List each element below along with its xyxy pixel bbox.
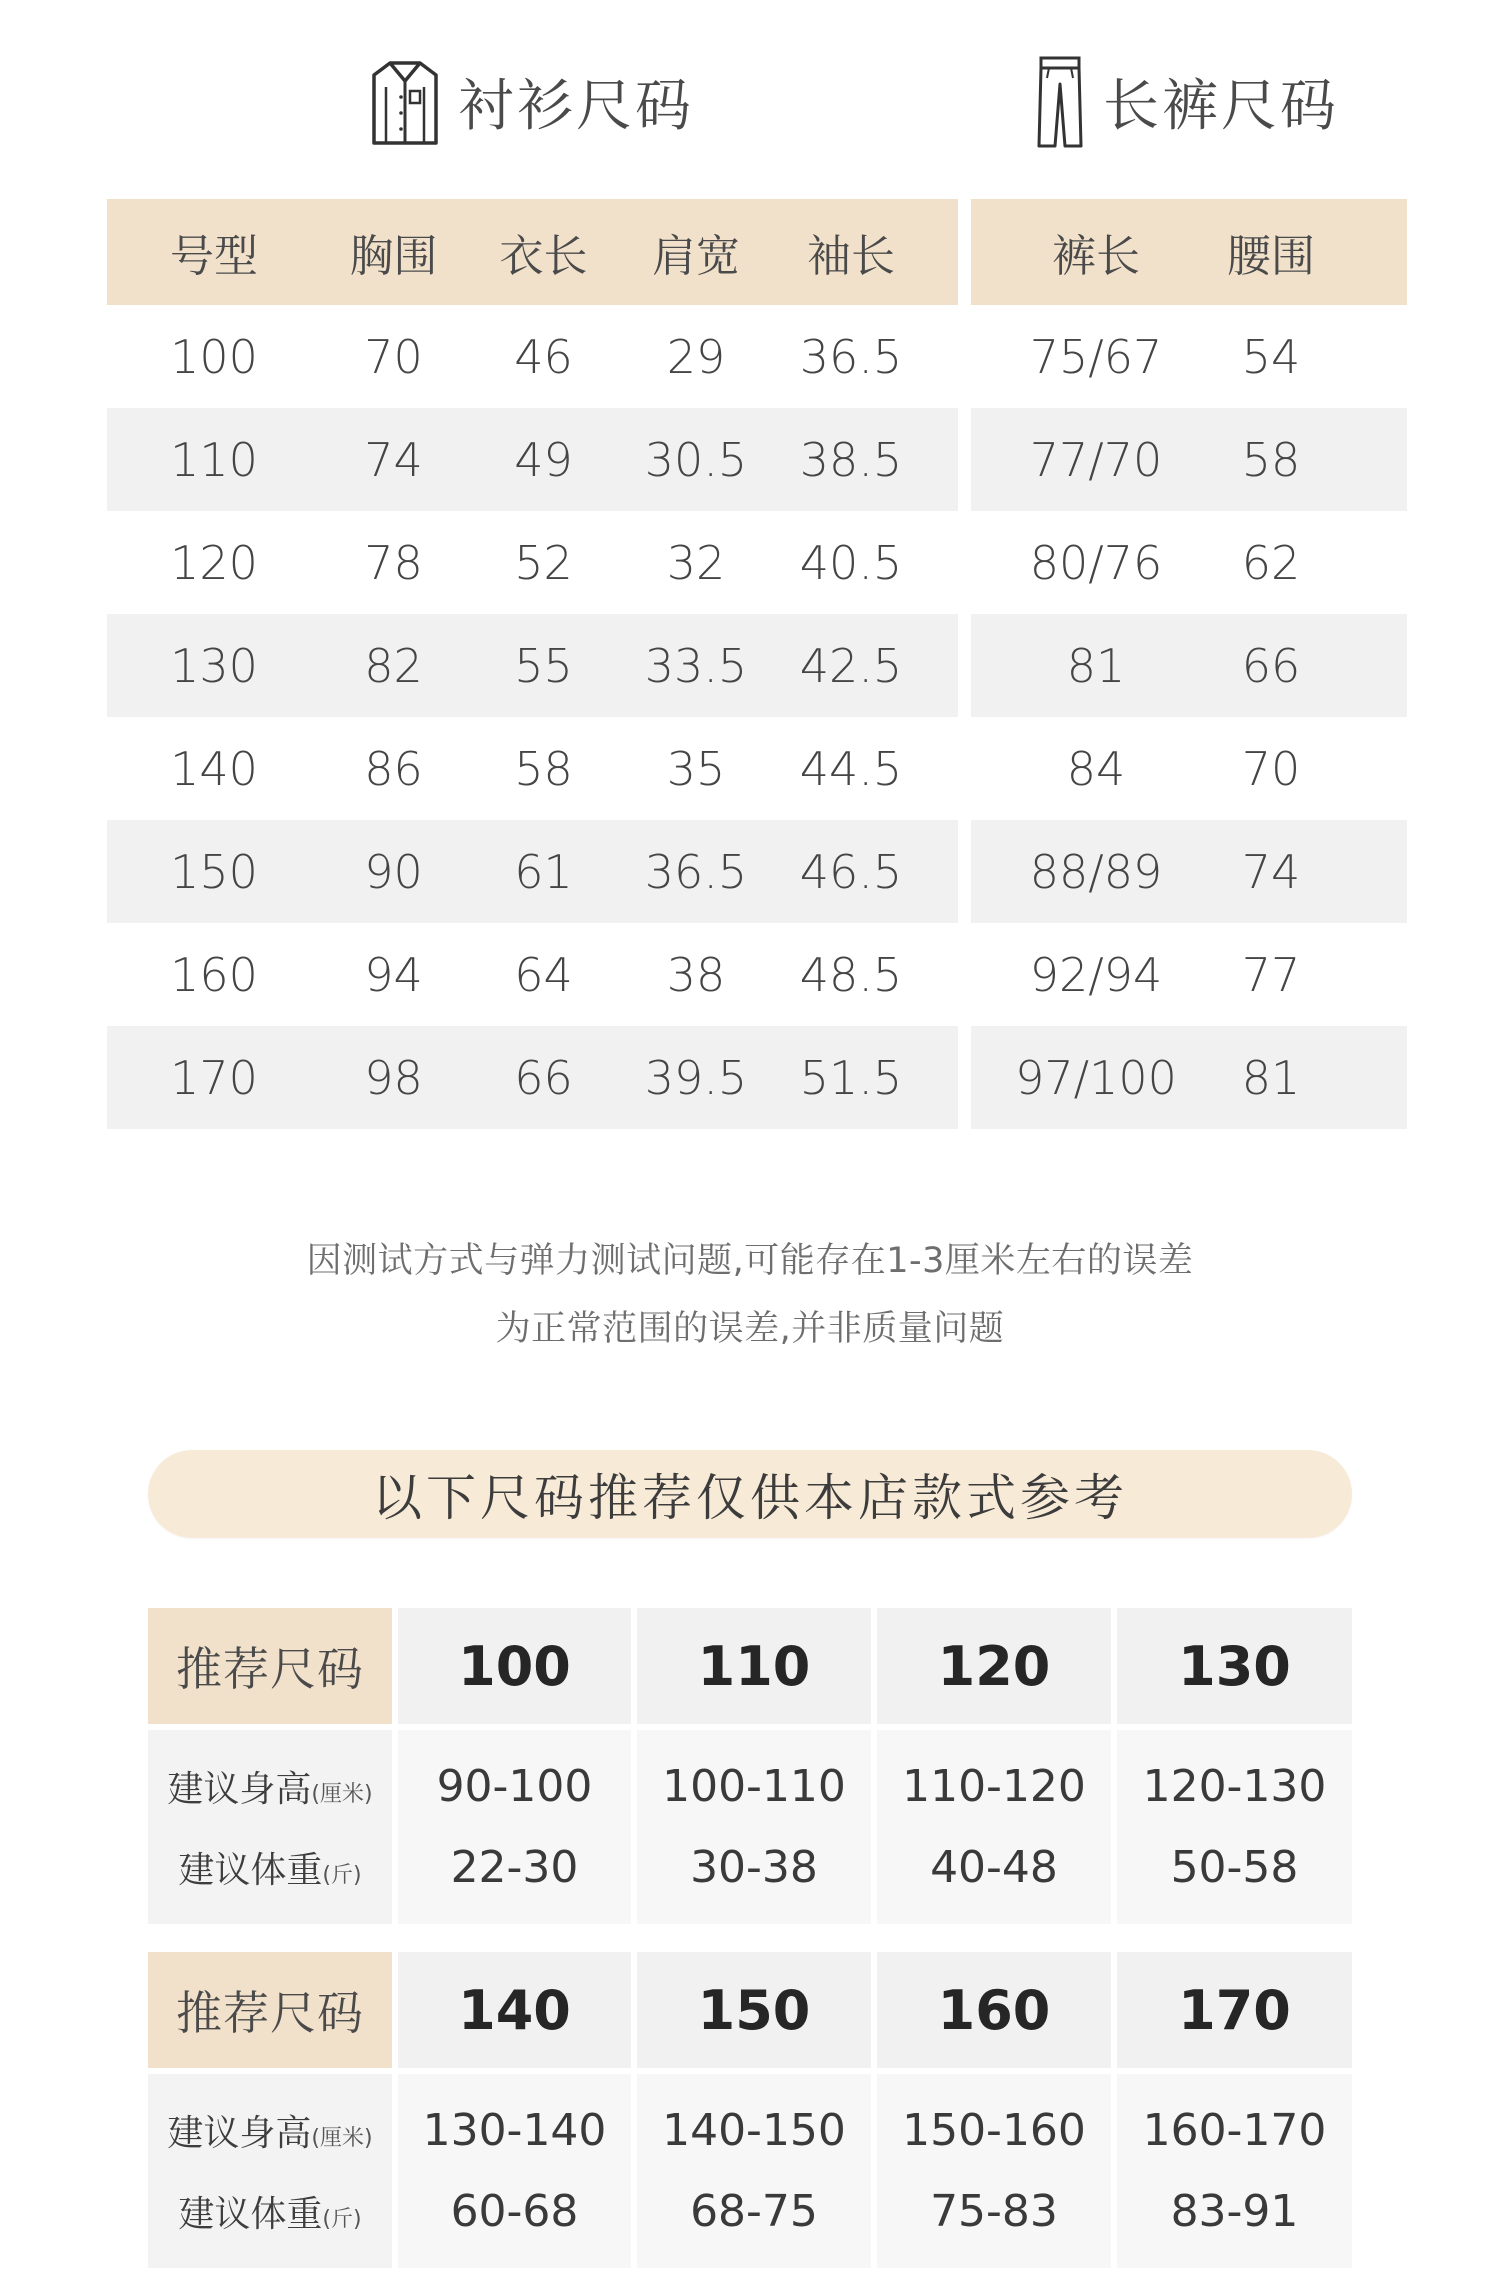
shirt-table-row bbox=[107, 717, 958, 820]
cell-pants-length: 84 bbox=[1066, 741, 1126, 796]
pants-table-row bbox=[971, 408, 1407, 511]
pants-size-table bbox=[971, 199, 1407, 1129]
header-shoulder: 肩宽 bbox=[652, 231, 740, 282]
recommend-size-label: 推荐尺码 bbox=[148, 1952, 392, 2068]
weight-range: 83-91 bbox=[1170, 2186, 1299, 2237]
recommend-size-value: 170 bbox=[1117, 1952, 1352, 2068]
cell-chest: 90 bbox=[364, 844, 423, 899]
recommend-measure-row bbox=[148, 2068, 1352, 2268]
cell-length: 52 bbox=[514, 535, 573, 590]
pants-table-row bbox=[971, 717, 1407, 820]
weight-label-text: 建议体重 bbox=[178, 2194, 323, 2235]
recommend-measure-values bbox=[877, 1730, 1111, 1924]
pants-table-row bbox=[971, 923, 1407, 1026]
height-range: 150-160 bbox=[902, 2105, 1086, 2156]
header-sleeve: 袖长 bbox=[807, 231, 895, 282]
cell-length: 61 bbox=[514, 844, 573, 899]
header-size: 号型 bbox=[170, 231, 258, 282]
height-label-text: 建议身高 bbox=[167, 2113, 312, 2154]
pants-table-row bbox=[971, 305, 1407, 408]
cell-length: 55 bbox=[514, 638, 573, 693]
weight-range: 68-75 bbox=[690, 2186, 818, 2237]
pants-icon bbox=[1035, 54, 1085, 150]
pants-size-heading bbox=[1035, 52, 1339, 152]
cell-size: 140 bbox=[170, 741, 258, 796]
cell-shoulder: 36.5 bbox=[644, 844, 748, 899]
recommend-measure-labels bbox=[148, 2074, 392, 2268]
header-pants-length: 裤长 bbox=[1052, 231, 1140, 282]
cell-waist: 62 bbox=[1241, 535, 1301, 590]
header-waist: 腰围 bbox=[1227, 231, 1315, 282]
height-unit: (厘米) bbox=[311, 2126, 373, 2151]
shirt-table-row bbox=[107, 305, 958, 408]
cell-waist: 74 bbox=[1241, 844, 1301, 899]
recommend-measure-values bbox=[637, 1730, 871, 1924]
shirt-size-heading bbox=[370, 52, 694, 152]
recommend-measure-values bbox=[398, 2074, 631, 2268]
cell-length: 66 bbox=[514, 1050, 573, 1105]
recommend-size-value: 160 bbox=[877, 1952, 1111, 2068]
cell-pants-length: 77/70 bbox=[1029, 432, 1163, 487]
cell-size: 110 bbox=[170, 432, 258, 487]
pants-table-row bbox=[971, 511, 1407, 614]
cell-shoulder: 30.5 bbox=[644, 432, 748, 487]
cell-waist: 54 bbox=[1241, 329, 1301, 384]
height-label bbox=[167, 1761, 372, 1812]
cell-sleeve: 36.5 bbox=[799, 329, 903, 384]
shirt-table-row bbox=[107, 820, 958, 923]
shirt-table-row bbox=[107, 408, 958, 511]
recommend-measure-row bbox=[148, 1724, 1352, 1924]
shirt-size-table bbox=[107, 199, 958, 1129]
recommend-measure-values bbox=[398, 1730, 631, 1924]
cell-pants-length: 81 bbox=[1066, 638, 1126, 693]
shirt-table-row bbox=[107, 923, 958, 1026]
cell-length: 49 bbox=[514, 432, 573, 487]
shirt-size-title: 衬衫尺码 bbox=[458, 74, 694, 139]
shirt-icon bbox=[370, 57, 440, 147]
cell-size: 130 bbox=[170, 638, 258, 693]
recommend-table-1 bbox=[148, 1608, 1352, 1924]
cell-chest: 70 bbox=[364, 329, 423, 384]
weight-range: 50-58 bbox=[1170, 1842, 1299, 1893]
recommend-size-value: 150 bbox=[637, 1952, 871, 2068]
cell-chest: 74 bbox=[364, 432, 423, 487]
header-chest: 胸围 bbox=[349, 231, 438, 282]
pants-table-header bbox=[971, 199, 1407, 305]
height-range: 160-170 bbox=[1142, 2105, 1327, 2156]
weight-range: 75-83 bbox=[930, 2186, 1058, 2237]
shirt-table-row bbox=[107, 1026, 958, 1129]
height-range: 100-110 bbox=[662, 1761, 846, 1812]
weight-range: 22-30 bbox=[450, 1842, 579, 1893]
cell-pants-length: 97/100 bbox=[1015, 1050, 1177, 1105]
weight-label bbox=[178, 1842, 361, 1893]
cell-sleeve: 44.5 bbox=[799, 741, 903, 796]
height-range: 140-150 bbox=[662, 2105, 846, 2156]
cell-length: 58 bbox=[514, 741, 573, 796]
recommend-size-value: 110 bbox=[637, 1608, 871, 1724]
cell-sleeve: 42.5 bbox=[799, 638, 903, 693]
weight-unit: (斤) bbox=[322, 1863, 362, 1888]
recommend-size-value: 120 bbox=[877, 1608, 1111, 1724]
shirt-table-header bbox=[107, 199, 958, 305]
height-range: 130-140 bbox=[422, 2105, 607, 2156]
recommend-size-row bbox=[148, 1608, 1352, 1724]
cell-waist: 77 bbox=[1241, 947, 1301, 1002]
cell-chest: 82 bbox=[364, 638, 423, 693]
cell-waist: 66 bbox=[1241, 638, 1301, 693]
cell-pants-length: 88/89 bbox=[1029, 844, 1163, 899]
cell-shoulder: 38 bbox=[666, 947, 726, 1002]
cell-sleeve: 46.5 bbox=[799, 844, 903, 899]
cell-sleeve: 40.5 bbox=[799, 535, 903, 590]
cell-length: 46 bbox=[514, 329, 573, 384]
shirt-table-row bbox=[107, 614, 958, 717]
cell-pants-length: 92/94 bbox=[1029, 947, 1163, 1002]
recommend-measure-values bbox=[877, 2074, 1111, 2268]
cell-pants-length: 80/76 bbox=[1029, 535, 1163, 590]
recommend-banner bbox=[148, 1450, 1352, 1538]
height-unit: (厘米) bbox=[311, 1782, 373, 1807]
cell-chest: 98 bbox=[364, 1050, 423, 1105]
cell-length: 64 bbox=[514, 947, 573, 1002]
weight-range: 30-38 bbox=[690, 1842, 818, 1893]
weight-unit: (斤) bbox=[322, 2207, 362, 2232]
note-line-2: 为正常范围的误差,并非质量问题 bbox=[495, 1309, 1005, 1349]
cell-chest: 94 bbox=[364, 947, 423, 1002]
cell-waist: 58 bbox=[1241, 432, 1301, 487]
pants-size-title: 长裤尺码 bbox=[1103, 74, 1339, 139]
recommend-measure-labels bbox=[148, 1730, 392, 1924]
cell-shoulder: 32 bbox=[666, 535, 726, 590]
recommend-table-2 bbox=[148, 1952, 1352, 2268]
weight-range: 40-48 bbox=[930, 1842, 1058, 1893]
cell-size: 170 bbox=[170, 1050, 258, 1105]
recommend-size-value: 100 bbox=[398, 1608, 631, 1724]
shirt-table-row bbox=[107, 511, 958, 614]
header-length: 衣长 bbox=[499, 231, 588, 282]
cell-shoulder: 35 bbox=[666, 741, 726, 796]
recommend-measure-values bbox=[1117, 2074, 1352, 2268]
recommend-size-row bbox=[148, 1952, 1352, 2068]
cell-shoulder: 39.5 bbox=[644, 1050, 748, 1105]
cell-sleeve: 38.5 bbox=[799, 432, 903, 487]
recommend-size-value: 140 bbox=[398, 1952, 631, 2068]
recommend-banner-text: 以下尺码推荐仅供本店款式参考 bbox=[372, 1469, 1128, 1527]
cell-size: 100 bbox=[170, 329, 258, 384]
recommend-size-label: 推荐尺码 bbox=[148, 1608, 392, 1724]
cell-shoulder: 33.5 bbox=[644, 638, 748, 693]
height-range: 90-100 bbox=[436, 1761, 593, 1812]
cell-sleeve: 48.5 bbox=[799, 947, 903, 1002]
weight-range: 60-68 bbox=[450, 2186, 579, 2237]
height-label bbox=[167, 2105, 372, 2156]
cell-size: 120 bbox=[170, 535, 258, 590]
cell-waist: 81 bbox=[1241, 1050, 1301, 1105]
cell-chest: 78 bbox=[364, 535, 423, 590]
height-range: 110-120 bbox=[902, 1761, 1086, 1812]
pants-table-row bbox=[971, 1026, 1407, 1129]
cell-pants-length: 75/67 bbox=[1029, 329, 1163, 384]
height-range: 120-130 bbox=[1142, 1761, 1327, 1812]
height-label-text: 建议身高 bbox=[167, 1769, 312, 1810]
pants-table-row bbox=[971, 820, 1407, 923]
cell-waist: 70 bbox=[1241, 741, 1301, 796]
weight-label bbox=[178, 2186, 361, 2237]
recommend-measure-values bbox=[1117, 1730, 1352, 1924]
weight-label-text: 建议体重 bbox=[178, 1850, 323, 1891]
recommend-measure-values bbox=[637, 2074, 871, 2268]
cell-sleeve: 51.5 bbox=[799, 1050, 903, 1105]
cell-shoulder: 29 bbox=[666, 329, 726, 384]
pants-table-row bbox=[971, 614, 1407, 717]
note-line-1: 因测试方式与弹力测试问题,可能存在1-3厘米左右的误差 bbox=[306, 1241, 1194, 1281]
cell-chest: 86 bbox=[364, 741, 423, 796]
cell-size: 160 bbox=[170, 947, 258, 1002]
cell-size: 150 bbox=[170, 844, 258, 899]
recommend-size-value: 130 bbox=[1117, 1608, 1352, 1724]
